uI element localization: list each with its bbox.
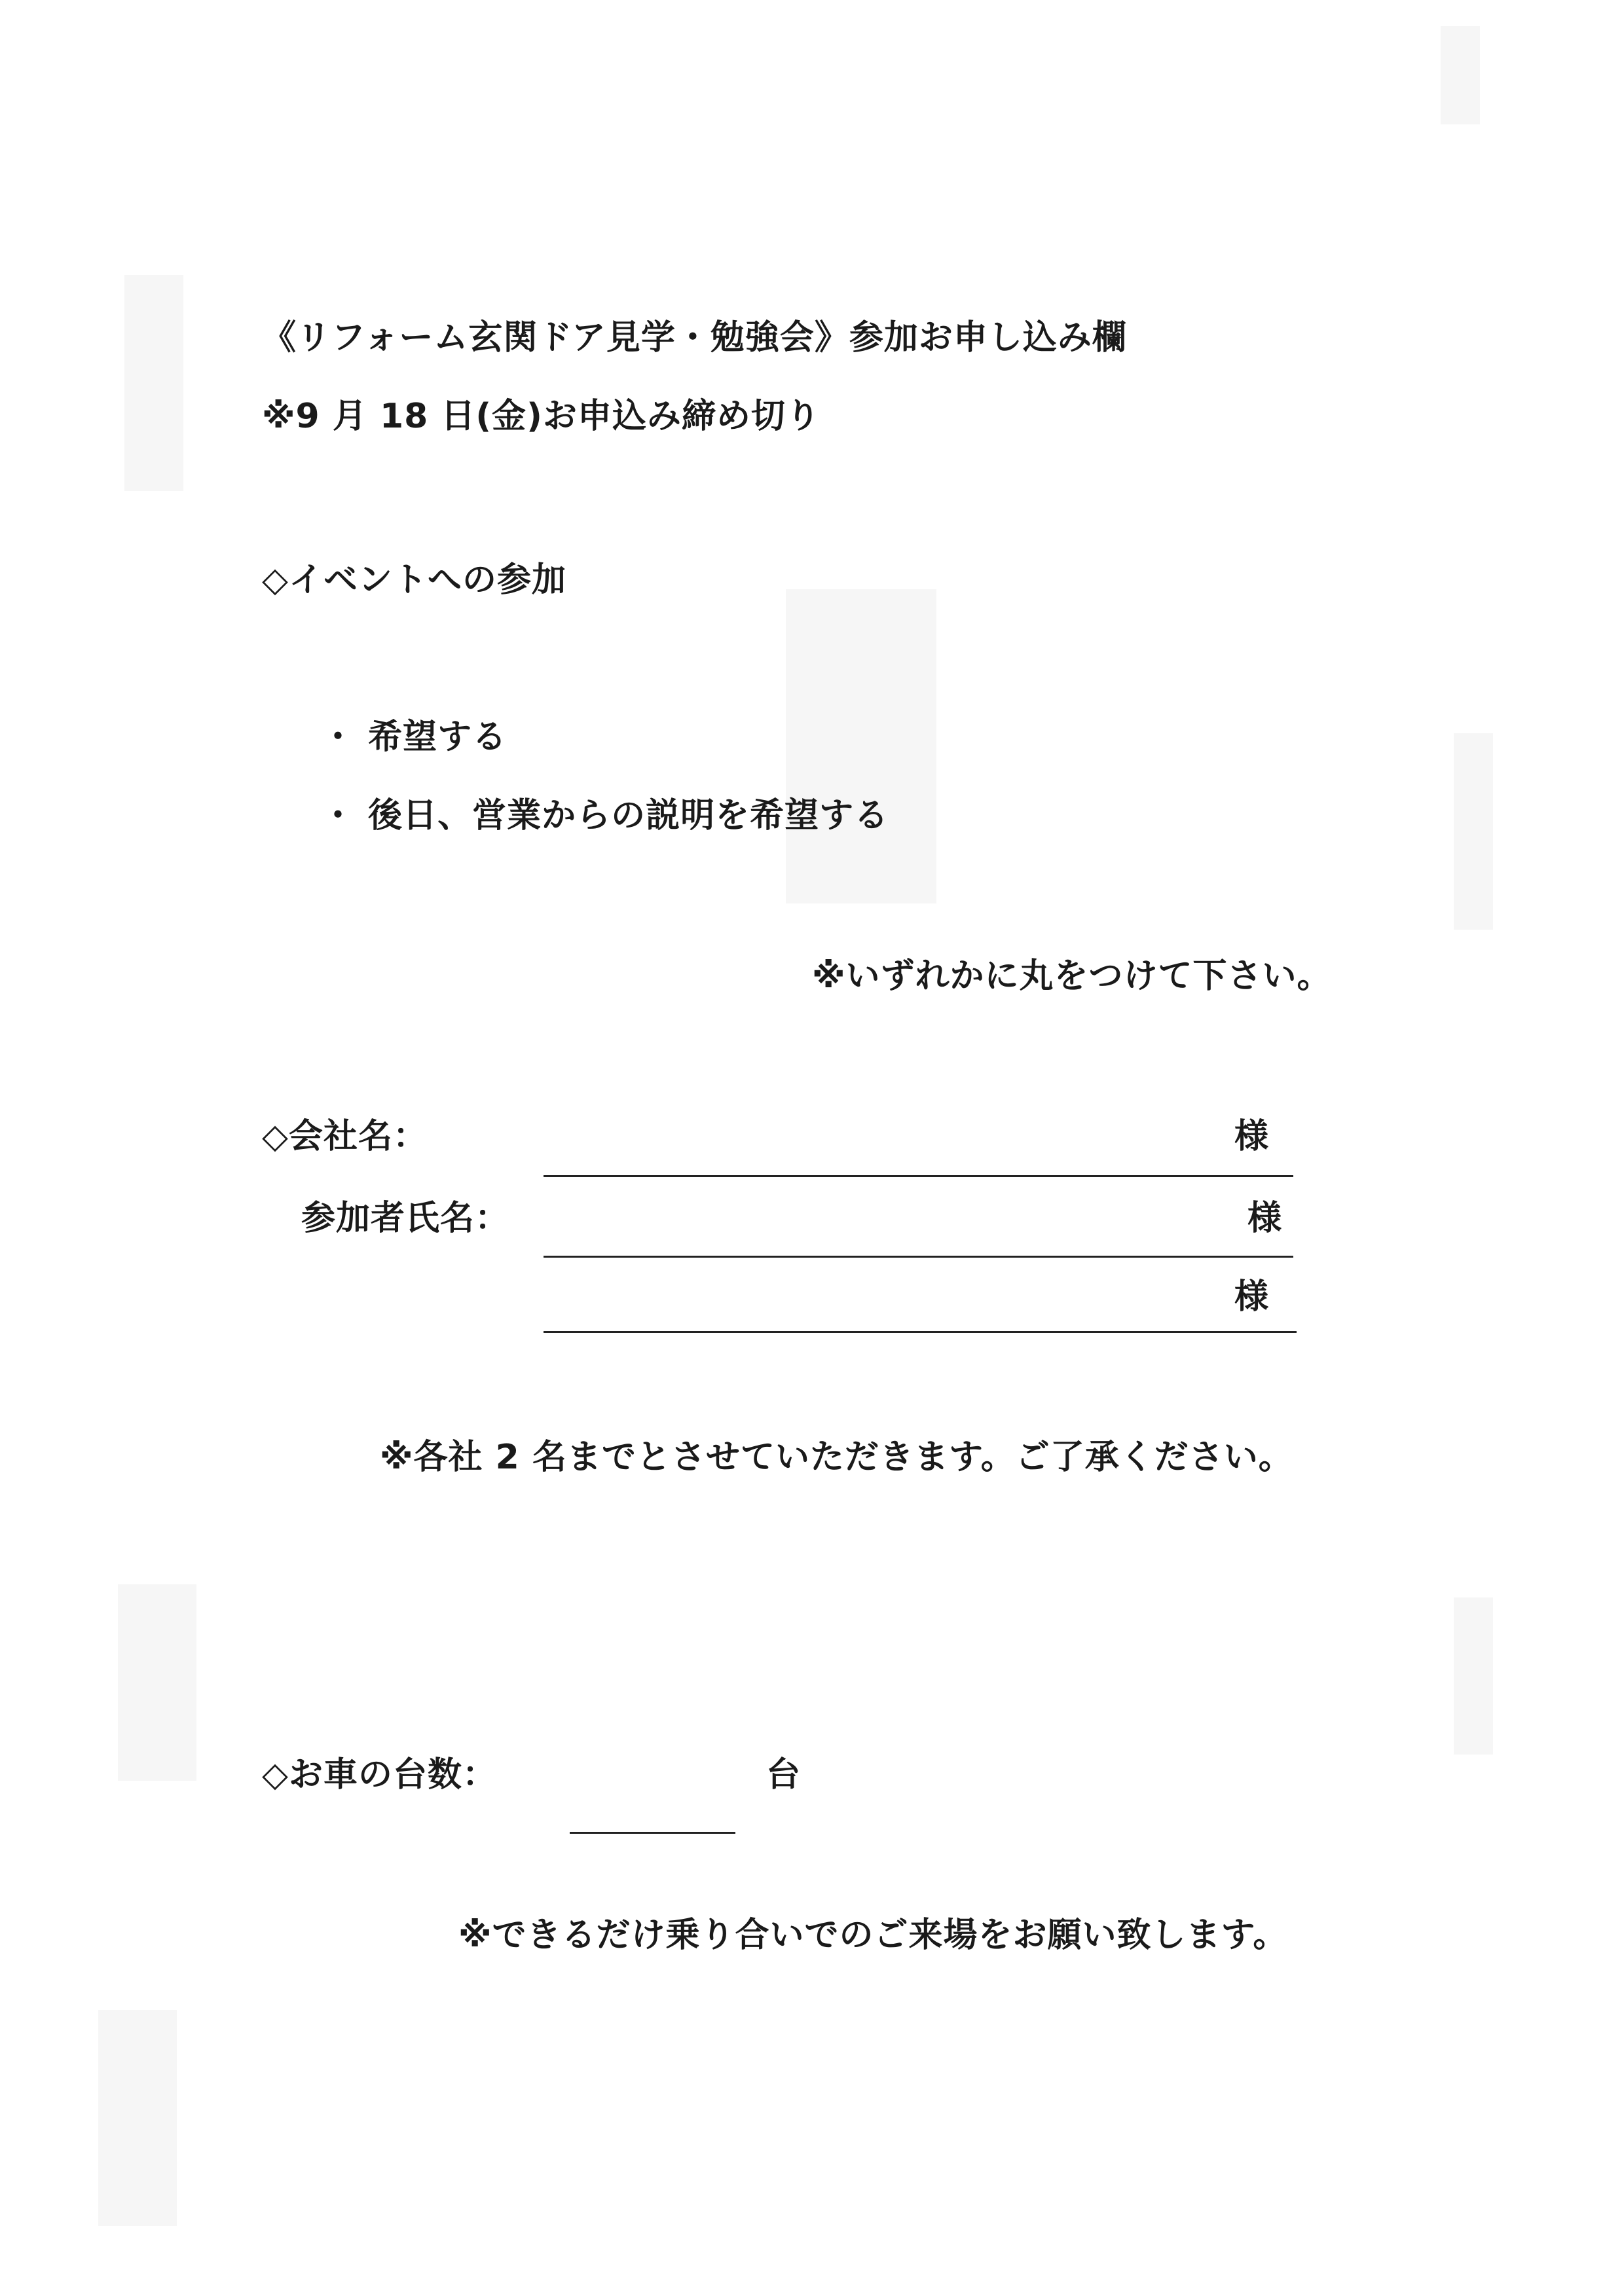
- car-count-unit: 台: [766, 1755, 802, 1795]
- car-count-label: ◇お車の台数：: [262, 1755, 497, 1795]
- company-name-field[interactable]: [544, 1175, 1293, 1177]
- participant-name-label: 参加者氏名：: [301, 1199, 510, 1238]
- car-count-field[interactable]: [570, 1832, 735, 1834]
- option-attend[interactable]: ・ 希望する: [321, 718, 507, 757]
- honorific-participant-1: 様: [1247, 1199, 1283, 1238]
- deadline-note: ※9 月 18 日(金)お申込み締め切り: [262, 397, 821, 436]
- show-through-decoration: [1441, 26, 1480, 124]
- honorific-participant-2: 様: [1234, 1277, 1270, 1317]
- show-through-decoration: [786, 589, 936, 903]
- form-title: 《リフォーム玄関ドア見学・勉強会》参加お申し込み欄: [262, 318, 1127, 357]
- honorific-company: 様: [1234, 1117, 1270, 1156]
- show-through-decoration: [1454, 1597, 1493, 1755]
- show-through-decoration: [118, 1584, 196, 1781]
- participant-limit-note: ※各社 2 名までとさせていただきます。ご了承ください。: [380, 1438, 1293, 1477]
- participant-name-field-2[interactable]: [544, 1331, 1297, 1333]
- event-participation-heading: ◇イベントへの参加: [262, 560, 566, 600]
- carpool-request-note: ※できるだけ乗り合いでのご来場をお願い致します。: [458, 1916, 1288, 1955]
- show-through-decoration: [1454, 733, 1493, 930]
- company-name-label: ◇会社名：: [262, 1117, 428, 1156]
- show-through-decoration: [98, 2010, 177, 2226]
- participant-name-field-1[interactable]: [544, 1256, 1293, 1258]
- option-sales-explanation[interactable]: ・ 後日、営業からの説明を希望する: [321, 796, 889, 835]
- show-through-decoration: [124, 275, 183, 491]
- circle-instruction-note: ※いずれかに丸をつけて下さい。: [812, 957, 1332, 996]
